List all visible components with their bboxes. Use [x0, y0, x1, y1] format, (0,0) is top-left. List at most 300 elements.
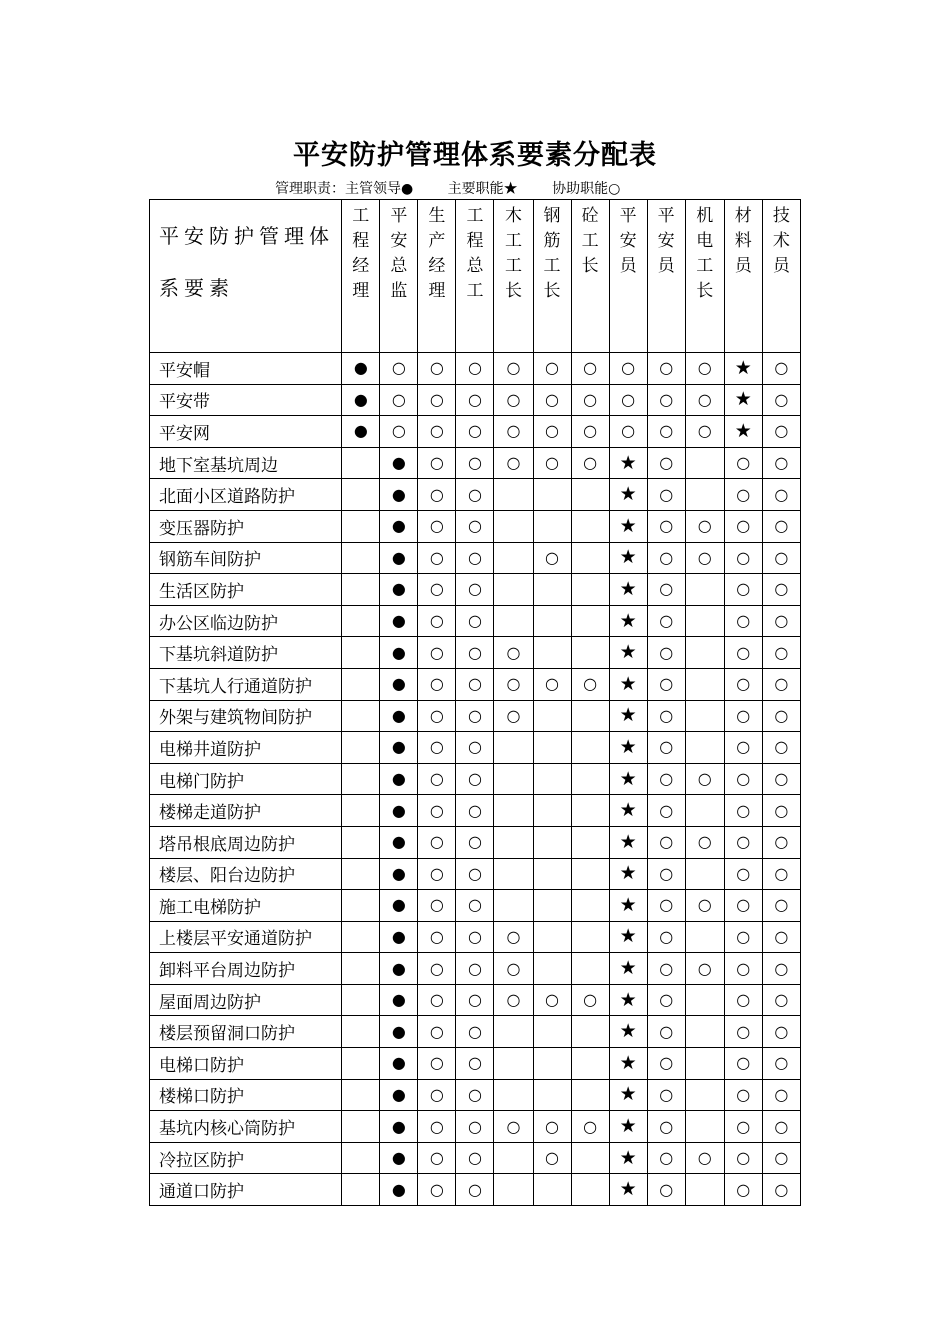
role-cell: ○ — [724, 510, 762, 542]
role-cell: ● — [380, 700, 418, 732]
role-cell: ○ — [456, 984, 494, 1016]
role-cell: ○ — [494, 1111, 533, 1143]
role-cell: ○ — [762, 953, 800, 985]
role-cell: ○ — [418, 984, 456, 1016]
role-cell: ○ — [456, 700, 494, 732]
role-cell — [342, 1174, 380, 1206]
row-label: 施工电梯防护 — [150, 890, 342, 922]
role-cell: ★ — [609, 1174, 647, 1206]
role-cell — [571, 1048, 609, 1080]
role-cell: ○ — [533, 1142, 571, 1174]
legend-lead: 管理职责：主管领导● — [275, 181, 414, 197]
role-cell: ○ — [456, 479, 494, 511]
role-cell: ○ — [418, 447, 456, 479]
role-cell — [342, 763, 380, 795]
role-cell: ○ — [647, 574, 685, 606]
role-cell — [571, 542, 609, 574]
header-role-text: 技术员 — [772, 206, 790, 276]
role-cell: ○ — [418, 921, 456, 953]
role-cell: ★ — [609, 984, 647, 1016]
role-cell: ○ — [494, 668, 533, 700]
role-cell — [342, 1111, 380, 1143]
role-cell: ★ — [609, 700, 647, 732]
role-cell: ○ — [647, 479, 685, 511]
role-cell: ○ — [418, 763, 456, 795]
role-cell: ○ — [418, 700, 456, 732]
row-label: 地下室基坑周边 — [150, 447, 342, 479]
table-row — [150, 1016, 801, 1048]
table-row — [150, 416, 801, 448]
role-cell: ○ — [647, 795, 685, 827]
role-cell — [494, 795, 533, 827]
role-cell: ● — [342, 416, 380, 448]
role-cell — [533, 510, 571, 542]
role-cell: ● — [380, 858, 418, 890]
role-cell: ○ — [456, 1079, 494, 1111]
role-cell: ○ — [762, 574, 800, 606]
role-cell: ○ — [418, 1079, 456, 1111]
role-cell: ○ — [762, 1079, 800, 1111]
role-cell: ○ — [724, 1174, 762, 1206]
role-cell — [533, 763, 571, 795]
role-cell — [494, 1079, 533, 1111]
role-cell: ★ — [609, 668, 647, 700]
table-row — [150, 542, 801, 574]
role-cell: ○ — [685, 353, 724, 385]
role-cell — [342, 732, 380, 764]
role-cell: ● — [380, 1111, 418, 1143]
row-label: 塔吊根底周边防护 — [150, 826, 342, 858]
role-cell — [685, 447, 724, 479]
table-row — [150, 510, 801, 542]
role-cell: ● — [380, 921, 418, 953]
role-cell: ● — [380, 984, 418, 1016]
role-cell — [342, 921, 380, 953]
header-label: 平安防护管理体系要素 — [150, 200, 342, 353]
role-cell — [533, 637, 571, 669]
role-cell: ○ — [647, 858, 685, 890]
role-cell: ○ — [418, 1174, 456, 1206]
role-cell: ○ — [647, 637, 685, 669]
role-cell: ○ — [571, 384, 609, 416]
role-cell — [494, 542, 533, 574]
role-cell: ● — [380, 826, 418, 858]
role-cell: ○ — [494, 384, 533, 416]
page-title: 平安防护管理体系要素分配表 — [293, 140, 657, 171]
role-cell: ○ — [762, 542, 800, 574]
role-cell: ○ — [685, 416, 724, 448]
role-cell — [571, 574, 609, 606]
role-cell: ○ — [647, 605, 685, 637]
table-row — [150, 953, 801, 985]
row-label: 外架与建筑物间防护 — [150, 700, 342, 732]
role-cell: ○ — [609, 384, 647, 416]
role-cell: ★ — [609, 605, 647, 637]
role-cell: ★ — [609, 1048, 647, 1080]
role-cell — [494, 574, 533, 606]
role-cell: ○ — [724, 953, 762, 985]
role-cell — [571, 1079, 609, 1111]
role-cell: ● — [380, 1016, 418, 1048]
row-label: 电梯门防护 — [150, 763, 342, 795]
role-cell: ★ — [609, 763, 647, 795]
role-cell: ○ — [724, 668, 762, 700]
role-cell: ● — [380, 605, 418, 637]
role-cell: ★ — [724, 416, 762, 448]
role-cell — [533, 479, 571, 511]
role-cell: ○ — [685, 890, 724, 922]
role-cell — [342, 479, 380, 511]
role-cell: ● — [380, 953, 418, 985]
role-cell: ○ — [647, 1142, 685, 1174]
row-label: 钢筋车间防护 — [150, 542, 342, 574]
role-cell — [685, 984, 724, 1016]
role-cell: ★ — [609, 795, 647, 827]
role-cell — [685, 1111, 724, 1143]
role-cell: ○ — [456, 447, 494, 479]
role-cell: ○ — [724, 1079, 762, 1111]
table-row — [150, 858, 801, 890]
role-cell: ● — [380, 732, 418, 764]
role-cell: ○ — [685, 953, 724, 985]
role-cell: ○ — [456, 1111, 494, 1143]
header-role-text: 砼工长 — [581, 206, 599, 276]
legend-assist: 协助职能○ — [552, 181, 621, 197]
role-cell: ○ — [724, 1016, 762, 1048]
role-cell: ○ — [533, 984, 571, 1016]
role-cell — [685, 921, 724, 953]
row-label: 楼梯走道防护 — [150, 795, 342, 827]
role-cell: ★ — [609, 447, 647, 479]
role-cell: ○ — [456, 763, 494, 795]
role-cell — [342, 1142, 380, 1174]
role-cell: ○ — [418, 858, 456, 890]
role-cell: ○ — [494, 984, 533, 1016]
role-cell — [571, 1142, 609, 1174]
role-cell: ○ — [571, 447, 609, 479]
role-cell: ★ — [609, 1142, 647, 1174]
role-cell: ● — [380, 479, 418, 511]
role-cell: ★ — [609, 1111, 647, 1143]
role-cell: ★ — [609, 637, 647, 669]
role-cell: ○ — [418, 668, 456, 700]
header-role-text: 生产经理 — [428, 206, 446, 301]
role-cell: ○ — [762, 984, 800, 1016]
allocation-table — [149, 199, 801, 1206]
role-cell: ● — [380, 542, 418, 574]
role-cell: ○ — [418, 890, 456, 922]
table-row — [150, 1079, 801, 1111]
role-cell: ★ — [609, 826, 647, 858]
role-cell: ○ — [571, 1111, 609, 1143]
role-cell — [685, 1079, 724, 1111]
role-cell: ○ — [762, 479, 800, 511]
header-role-text: 木工工长 — [504, 206, 522, 301]
role-cell: ○ — [724, 732, 762, 764]
role-cell: ○ — [456, 1174, 494, 1206]
role-cell: ○ — [762, 826, 800, 858]
header-role-text: 钢筋工长 — [543, 206, 561, 301]
role-cell — [342, 1048, 380, 1080]
role-cell: ○ — [418, 826, 456, 858]
role-cell: ● — [380, 637, 418, 669]
row-label: 电梯口防护 — [150, 1048, 342, 1080]
table-row — [150, 921, 801, 953]
role-cell: ○ — [456, 890, 494, 922]
role-cell: ○ — [724, 1142, 762, 1174]
role-cell — [494, 1048, 533, 1080]
role-cell: ○ — [762, 1174, 800, 1206]
row-label: 冷拉区防护 — [150, 1142, 342, 1174]
role-cell: ○ — [647, 416, 685, 448]
role-cell — [494, 732, 533, 764]
role-cell — [533, 795, 571, 827]
role-cell — [533, 700, 571, 732]
role-cell: ○ — [456, 384, 494, 416]
role-cell — [571, 826, 609, 858]
role-cell — [494, 763, 533, 795]
role-cell: ○ — [647, 1048, 685, 1080]
role-cell — [342, 605, 380, 637]
role-cell: ○ — [418, 605, 456, 637]
role-cell: ○ — [724, 984, 762, 1016]
role-cell: ● — [380, 795, 418, 827]
role-cell — [533, 605, 571, 637]
role-cell: ● — [380, 510, 418, 542]
row-label: 下基坑斜道防护 — [150, 637, 342, 669]
role-cell: ★ — [724, 353, 762, 385]
role-cell — [342, 637, 380, 669]
role-cell: ★ — [724, 384, 762, 416]
role-cell: ○ — [456, 353, 494, 385]
role-cell: ★ — [609, 858, 647, 890]
table-row — [150, 826, 801, 858]
role-cell — [342, 795, 380, 827]
role-cell: ○ — [724, 795, 762, 827]
role-cell — [685, 1016, 724, 1048]
role-cell: ○ — [456, 1048, 494, 1080]
row-label: 北面小区道路防护 — [150, 479, 342, 511]
table-row — [150, 637, 801, 669]
role-cell: ○ — [685, 1142, 724, 1174]
role-cell — [685, 795, 724, 827]
role-cell: ○ — [418, 479, 456, 511]
role-cell: ○ — [647, 447, 685, 479]
role-cell — [571, 479, 609, 511]
role-cell — [342, 826, 380, 858]
header-role — [609, 200, 647, 353]
role-cell — [571, 637, 609, 669]
role-cell: ● — [380, 574, 418, 606]
role-cell — [342, 574, 380, 606]
row-label: 电梯井道防护 — [150, 732, 342, 764]
role-cell — [342, 447, 380, 479]
role-cell — [533, 732, 571, 764]
role-cell: ○ — [418, 637, 456, 669]
role-cell — [342, 890, 380, 922]
table-row — [150, 447, 801, 479]
role-cell: ○ — [647, 826, 685, 858]
role-cell — [533, 1048, 571, 1080]
role-cell — [494, 890, 533, 922]
role-cell: ○ — [724, 574, 762, 606]
role-cell: ○ — [762, 384, 800, 416]
table-row — [150, 384, 801, 416]
role-cell: ○ — [685, 542, 724, 574]
header-role — [456, 200, 494, 353]
role-cell — [571, 890, 609, 922]
role-cell: ○ — [762, 700, 800, 732]
role-cell: ★ — [609, 890, 647, 922]
role-cell: ★ — [609, 921, 647, 953]
role-cell — [571, 605, 609, 637]
role-cell — [342, 1016, 380, 1048]
role-cell — [571, 921, 609, 953]
role-cell — [685, 700, 724, 732]
role-cell — [685, 605, 724, 637]
legend-main: 主要职能★ — [447, 181, 518, 197]
table-row — [150, 700, 801, 732]
role-cell: ★ — [609, 510, 647, 542]
role-cell — [533, 826, 571, 858]
header-role-text: 材料员 — [734, 206, 752, 276]
role-cell: ○ — [533, 1111, 571, 1143]
role-cell: ○ — [724, 763, 762, 795]
role-cell: ○ — [647, 1016, 685, 1048]
role-cell: ○ — [418, 795, 456, 827]
role-cell: ○ — [456, 732, 494, 764]
header-role — [571, 200, 609, 353]
role-cell — [571, 700, 609, 732]
role-cell: ● — [380, 1174, 418, 1206]
header-role-text: 机电工长 — [696, 206, 714, 301]
role-cell: ○ — [762, 416, 800, 448]
role-cell — [342, 542, 380, 574]
role-cell: ○ — [533, 416, 571, 448]
role-cell: ○ — [724, 1111, 762, 1143]
role-cell: ○ — [762, 921, 800, 953]
row-label: 基坑内核心筒防护 — [150, 1111, 342, 1143]
role-cell — [533, 953, 571, 985]
role-cell: ○ — [762, 1142, 800, 1174]
role-cell: ○ — [724, 1048, 762, 1080]
role-cell: ○ — [533, 353, 571, 385]
role-cell: ○ — [494, 700, 533, 732]
role-cell: ○ — [647, 700, 685, 732]
role-cell — [571, 732, 609, 764]
role-cell: ○ — [456, 795, 494, 827]
role-cell: ○ — [647, 984, 685, 1016]
role-cell: ○ — [418, 1111, 456, 1143]
role-cell — [342, 700, 380, 732]
role-cell — [342, 858, 380, 890]
role-cell: ○ — [647, 953, 685, 985]
table-row — [150, 668, 801, 700]
role-cell — [685, 637, 724, 669]
role-cell: ○ — [456, 637, 494, 669]
role-cell — [571, 510, 609, 542]
role-cell — [533, 858, 571, 890]
role-cell: ● — [380, 890, 418, 922]
role-cell: ○ — [762, 605, 800, 637]
role-cell: ★ — [609, 542, 647, 574]
role-cell: ○ — [456, 1142, 494, 1174]
role-cell: ○ — [762, 668, 800, 700]
role-cell — [494, 479, 533, 511]
role-cell: ● — [380, 1048, 418, 1080]
role-cell — [494, 1174, 533, 1206]
role-cell: ○ — [762, 890, 800, 922]
row-label: 楼层、阳台边防护 — [150, 858, 342, 890]
role-cell: ○ — [494, 921, 533, 953]
role-cell: ○ — [456, 510, 494, 542]
role-cell: ○ — [762, 353, 800, 385]
role-cell: ○ — [762, 510, 800, 542]
header-role-text: 平安员 — [657, 206, 675, 276]
role-cell: ○ — [571, 984, 609, 1016]
row-label: 变压器防护 — [150, 510, 342, 542]
role-cell — [685, 858, 724, 890]
role-cell: ○ — [685, 384, 724, 416]
role-cell: ○ — [724, 700, 762, 732]
role-cell — [533, 890, 571, 922]
role-cell — [494, 858, 533, 890]
role-cell: ○ — [418, 542, 456, 574]
row-label: 卸料平台周边防护 — [150, 953, 342, 985]
header-row — [150, 200, 801, 353]
role-cell — [571, 1016, 609, 1048]
role-cell: ○ — [494, 953, 533, 985]
header-role — [685, 200, 724, 353]
role-cell: ○ — [647, 763, 685, 795]
table-row — [150, 479, 801, 511]
role-cell — [685, 1048, 724, 1080]
role-cell: ○ — [609, 353, 647, 385]
header-role — [533, 200, 571, 353]
role-cell: ○ — [456, 858, 494, 890]
header-role — [762, 200, 800, 353]
header-role — [724, 200, 762, 353]
table-row — [150, 605, 801, 637]
role-cell: ○ — [762, 1111, 800, 1143]
role-cell: ○ — [418, 384, 456, 416]
role-cell: ○ — [418, 1142, 456, 1174]
role-cell — [494, 826, 533, 858]
role-cell: ★ — [609, 732, 647, 764]
role-cell: ○ — [647, 1079, 685, 1111]
role-cell: ○ — [647, 1111, 685, 1143]
table-row — [150, 984, 801, 1016]
header-role-text: 工程总工 — [466, 206, 484, 301]
role-cell: ○ — [762, 763, 800, 795]
role-cell: ○ — [724, 890, 762, 922]
table-row — [150, 1142, 801, 1174]
role-cell: ○ — [685, 763, 724, 795]
role-cell: ○ — [647, 353, 685, 385]
role-cell: ○ — [418, 1048, 456, 1080]
role-cell: ● — [380, 1079, 418, 1111]
role-cell — [571, 795, 609, 827]
row-label: 通道口防护 — [150, 1174, 342, 1206]
role-cell — [571, 858, 609, 890]
row-label: 上楼层平安通道防护 — [150, 921, 342, 953]
role-cell: ○ — [533, 542, 571, 574]
role-cell: ○ — [724, 858, 762, 890]
role-cell: ○ — [456, 953, 494, 985]
role-cell: ○ — [762, 637, 800, 669]
role-cell: ○ — [647, 890, 685, 922]
table-row — [150, 732, 801, 764]
